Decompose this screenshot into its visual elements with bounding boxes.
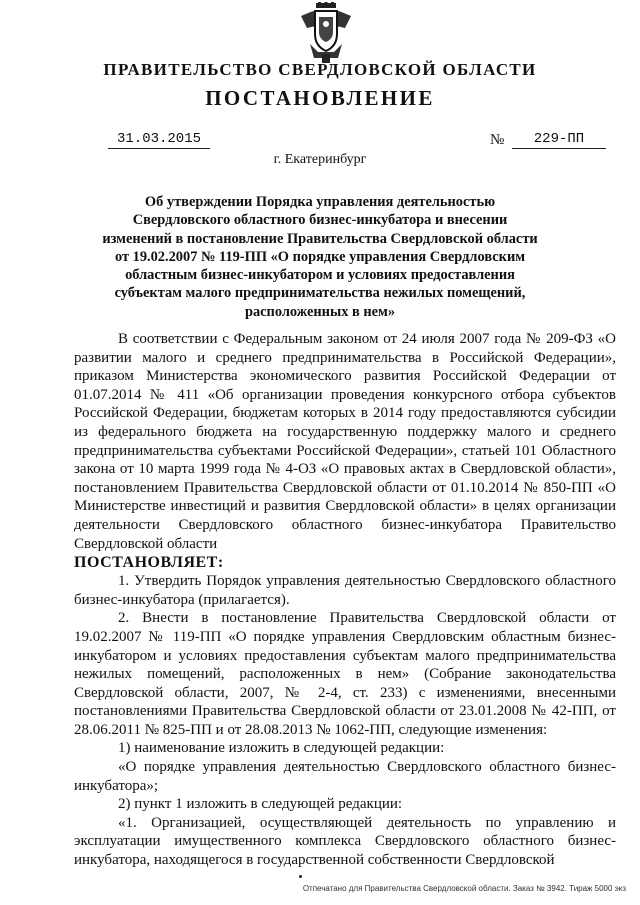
preamble-paragraph: В соответствии с Федеральным законом от 24 июля 2007 года № 209-ФЗ «О развитии малого и среднего предпринимательства в Российской Федерации», приказом Министерства экономического развития Российской Федерации от 01.07.2014 № 411 «Об организации проведения конкурсного отбора субъектов Российской Федерации, бюджетам которых в 2014 году предоставляются субсидии из федерального бюджета на государственную поддержку малого и среднего предпринимательства субъектами Российской Федерации», статьей 101 Областного закона от 10 марта 1999 года № 4-ОЗ «О правовых актах в Свердловской области», постановлением Правительства Свердловской области от 01.10.2014 № 850-ПП «О Министерстве инвестиций и развития Свердловской области» в целях организации деятельности Свердловского областного бизнес-инкубатора Правительство Свердловской области — [74, 331, 616, 552]
document-date: 31.03.2015 — [108, 131, 210, 149]
organization-heading: ПРАВИТЕЛЬСТВО СВЕРДЛОВСКОЙ ОБЛАСТИ — [103, 60, 537, 79]
body-paragraph: 2) пункт 1 изложить в следующей редакции: — [118, 796, 403, 813]
document-title: Об утверждении Порядка управления деятельностью Свердловского областного бизнес-инкубатора и внесении изменений в постановление Правительства Свердловской области от 19.02.2007 № 119-ПП «О порядке управления Свердловским областным бизнес-инкубатором и условиях предоставления субъектам малого предпринимательства нежилых помещений, расположенных в нем» — [102, 194, 538, 320]
print-speck — [299, 875, 302, 878]
body-paragraph: «1. Организацией, осуществляющей деятельность по управлению и эксплуатации имущественного комплекса Свердловского областного бизнес-инкубатора, находящегося в государственной собственности Свердловской — [74, 814, 616, 869]
document-number: 229-ПП — [512, 131, 606, 149]
body-paragraph: 1. Утвердить Порядок управления деятельностью Свердловского областного бизнес-инкубатора (прилагается). — [74, 573, 616, 608]
coat-of-arms-icon — [298, 2, 354, 64]
print-footer: Отпечатано для Правительства Свердловской области. Заказ № 3942. Тираж 5000 экз — [302, 884, 626, 893]
number-sign: № — [490, 132, 505, 148]
city-line: г. Екатеринбург — [273, 152, 367, 167]
body-paragraph: «О порядке управления деятельностью Свердловского областного бизнес-инкубатора»; — [74, 759, 616, 794]
body-paragraph: 2. Внести в постановление Правительства Свердловской области от 19.02.2007 № 119-ПП «О порядке управления Свердловским областным бизнес-инкубатором и условиях предоставления субъектам малого предпринимательства нежилых помещений, расположенных в нем» (Собрание законодательства Свердловской области, 2007, № 2-4, ст. 233) с изменениями, внесенными постановлениями Правительства Свердловской области от 23.01.2008 № 42-ПП, от 28.06.2011 № 825-ПП и от 28.08.2013 № 1062-ПП, следующие изменения: — [74, 610, 616, 738]
body-paragraph: 1) наименование изложить в следующей редакции: — [118, 740, 445, 757]
document-body — [74, 330, 616, 870]
document-type-heading: ПОСТАНОВЛЕНИЕ — [205, 86, 435, 110]
resolves-heading: ПОСТАНОВЛЯЕТ: — [74, 554, 224, 572]
